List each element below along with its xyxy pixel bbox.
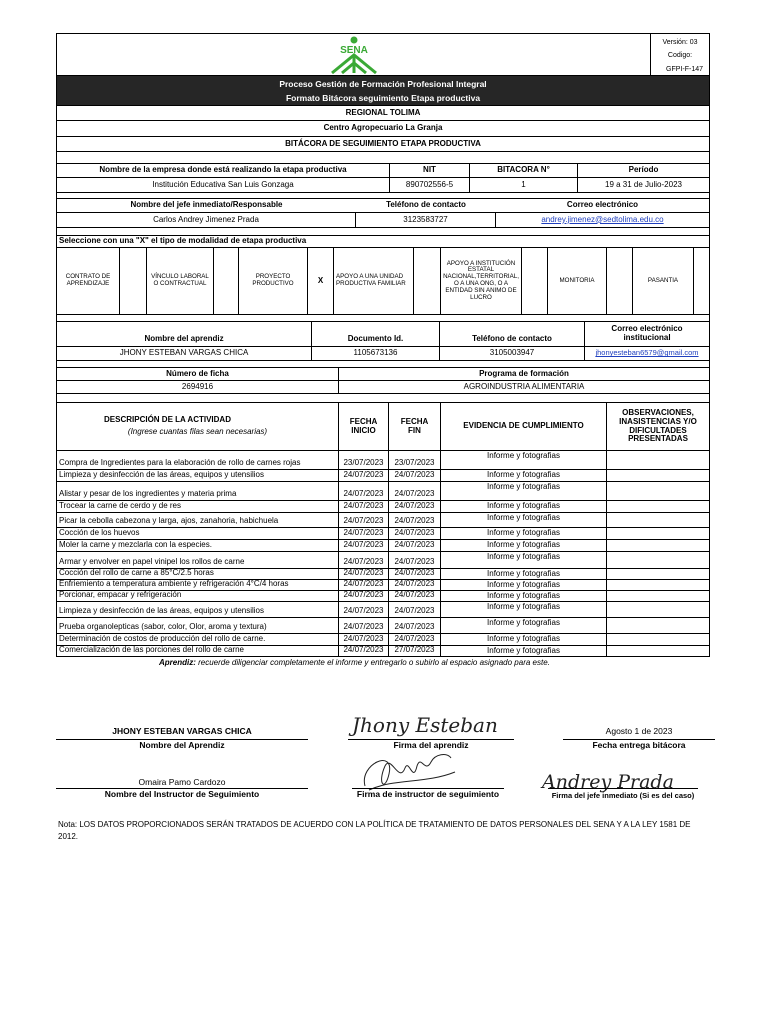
option-proyecto: PROYECTO PRODUCTIVO — [239, 248, 308, 314]
activity-obs[interactable] — [607, 602, 709, 617]
activity-start[interactable]: 24/07/2023 — [339, 470, 389, 481]
learner-doc[interactable]: 1105673136 — [312, 347, 440, 360]
activity-evidence[interactable]: Informe y fotografias — [441, 482, 607, 500]
activity-start[interactable]: 24/07/2023 — [339, 580, 389, 590]
nit-label: NIT — [390, 164, 470, 177]
instructor-name: Omaira Pamo Cardozo — [138, 777, 226, 787]
learner-sig-label: Firma del aprendiz — [393, 740, 469, 750]
ficha-header-row — [56, 368, 710, 381]
activity-row — [56, 513, 710, 528]
activity-obs[interactable] — [607, 451, 709, 469]
center-row — [56, 121, 710, 137]
activity-start[interactable]: 24/07/2023 — [339, 569, 389, 579]
activity-desc[interactable]: Porcionar, empacar y refrigeración — [57, 591, 339, 601]
activity-row — [56, 552, 710, 569]
activity-end[interactable]: 24/07/2023 — [389, 513, 441, 527]
boss-name[interactable]: Carlos Andrey Jimenez Prada — [57, 213, 356, 227]
instructor-label: Nombre del Instructor de Seguimiento — [104, 789, 260, 799]
nit-value[interactable]: 890702556-5 — [390, 178, 470, 192]
code-value: GFPI-F-147 — [666, 66, 703, 73]
option-institucion: APOYO A INSTITUCIÓN ESTATAL NACIONAL,TERRITORIAL, O A UNA ONG, O A ENTIDAD SIN ANIMO DE LUCRO — [441, 248, 522, 314]
activity-desc[interactable]: Determinación de costos de producción del rollo de carne. — [57, 634, 339, 645]
activity-evidence[interactable]: Informe y fotografias — [441, 552, 607, 568]
activity-obs[interactable] — [607, 634, 709, 645]
learner-sign-name: JHONY ESTEBAN VARGAS CHICA — [112, 726, 252, 736]
learner-value-row — [56, 347, 710, 361]
learner-doc-label: Documento Id. — [312, 322, 440, 346]
boss-email-link[interactable]: andrey.jimenez@sedtolima.edu.co — [541, 214, 664, 224]
activity-desc[interactable]: Moler la carne y mezclarla con la especies. — [57, 540, 339, 551]
learner-email-label: Correo electrónico institucional — [611, 324, 683, 342]
delivery-label: Fecha entrega bitácora — [592, 740, 686, 750]
learner-signature-text: Jhony Esteban — [352, 713, 498, 737]
learner-email-link[interactable]: jhonyesteban6579@gmail.com — [595, 348, 699, 358]
activity-row — [56, 540, 710, 552]
activity-row — [56, 618, 710, 634]
activity-evidence[interactable]: Informe y fotografias — [441, 451, 607, 469]
activity-desc[interactable]: Comercialización de las porciones del rollo de carne — [57, 646, 339, 656]
activity-evidence[interactable]: Informe y fotografias — [441, 470, 607, 481]
activity-end[interactable]: 24/07/2023 — [389, 602, 441, 617]
activity-end[interactable]: 24/07/2023 — [389, 569, 441, 579]
program-label: Programa de formación — [479, 368, 569, 378]
ficha-value-row — [56, 381, 710, 394]
mark-institucion[interactable] — [522, 248, 548, 314]
mark-unidad-familiar[interactable] — [414, 248, 441, 314]
activity-end[interactable]: 24/07/2023 — [389, 501, 441, 512]
ficha-value[interactable]: 2694916 — [57, 381, 339, 393]
activity-end[interactable]: 24/07/2023 — [389, 618, 441, 633]
activity-evidence[interactable]: Informe y fotografias — [441, 591, 607, 601]
learner-header-row — [56, 322, 710, 347]
activity-start[interactable]: 24/07/2023 — [339, 646, 389, 656]
center: Centro Agropecuario La Granja — [323, 123, 443, 133]
start-header: FECHA INICIO — [339, 403, 389, 450]
activity-desc[interactable]: Alistar y pesar de los ingredientes y materia prima — [57, 482, 339, 500]
company-name[interactable]: Institución Educativa San Luis Gonzaga — [57, 178, 390, 192]
reminder-bold: Aprendiz: — [159, 658, 196, 667]
end-header: FECHA FIN — [389, 403, 441, 450]
boss-phone[interactable]: 3123583727 — [356, 213, 496, 227]
activity-end[interactable]: 27/07/2023 — [389, 646, 441, 656]
activity-desc[interactable]: Picar la cebolla cabezona y larga, ajos, zanahoria, habichuela — [57, 513, 339, 527]
activity-evidence[interactable]: Informe y fotografias — [441, 646, 607, 656]
obs-header: OBSERVACIONES, INASISTENCIAS Y/O DIFICULTADES PRESENTADAS — [619, 407, 697, 444]
activity-start[interactable]: 24/07/2023 — [339, 513, 389, 527]
activity-end[interactable]: 24/07/2023 — [389, 552, 441, 568]
mark-monitoria[interactable] — [607, 248, 633, 314]
sena-logo-icon — [324, 35, 384, 75]
activity-obs[interactable] — [607, 501, 709, 512]
activity-end[interactable]: 24/07/2023 — [389, 580, 441, 590]
activity-row — [56, 501, 710, 513]
activity-obs[interactable] — [607, 482, 709, 500]
activity-desc[interactable]: Trocear la carne de cerdo y de res — [57, 501, 339, 512]
modality-instruction-row — [56, 236, 710, 248]
activity-start[interactable]: 24/07/2023 — [339, 528, 389, 539]
activity-end[interactable]: 24/07/2023 — [389, 482, 441, 500]
delivery-date: Agosto 1 de 2023 — [605, 726, 673, 736]
boss-signature-text: Andrey Prada — [542, 771, 674, 793]
doc-title: BITÁCORA DE SEGUIMIENTO ETAPA PRODUCTIVA — [285, 138, 481, 148]
mark-proyecto[interactable]: X — [308, 248, 334, 314]
activity-obs[interactable] — [607, 540, 709, 551]
activity-obs[interactable] — [607, 552, 709, 568]
activity-evidence[interactable]: Informe y fotografias — [441, 602, 607, 617]
activity-start[interactable]: 24/07/2023 — [339, 501, 389, 512]
modality-options-row — [56, 248, 710, 315]
activity-row — [56, 591, 710, 602]
privacy-note: Nota: LOS DATOS PROPORCIONADOS SERÁN TRATADOS DE ACUERDO CON LA POLÍTICA DE TRATAMIENTO DE DATOS PERSONALES DEL SENA Y A LA LEY 1581 DE 2012. — [58, 820, 691, 842]
mark-contrato[interactable] — [120, 248, 147, 314]
activity-desc[interactable]: Armar y envolver en papel vinipel los rollos de carne — [57, 552, 339, 568]
ficha-label: Número de ficha — [57, 368, 339, 380]
spacer-row — [56, 315, 710, 322]
activity-start[interactable]: 24/07/2023 — [339, 634, 389, 645]
desc-header-title: DESCRIPCIÓN DE LA ACTIVIDAD — [104, 415, 231, 425]
activity-evidence[interactable]: Informe y fotografias — [441, 618, 607, 633]
activity-desc[interactable]: Limpieza y desinfección de las áreas, equipos y utensilios — [57, 470, 339, 481]
company-header-row — [56, 164, 710, 178]
activity-obs[interactable] — [607, 470, 709, 481]
activity-end[interactable]: 24/07/2023 — [389, 634, 441, 645]
learner-signature — [348, 706, 518, 742]
spacer-row — [56, 394, 710, 403]
activity-rows — [56, 451, 710, 657]
sena-logo — [57, 34, 651, 75]
option-contrato: CONTRATO DE APRENDIZAJE — [57, 248, 120, 314]
activity-desc[interactable]: Prueba organolepticas (sabor, color, Olor, aroma y textura) — [57, 618, 339, 633]
header-logo-row — [56, 33, 710, 76]
regional-row — [56, 106, 710, 121]
program-value[interactable]: AGROINDUSTRIA ALIMENTARIA — [463, 381, 585, 391]
activity-desc[interactable]: Enfriemiento a temperatura ambiente y refrigeración 4°C/4 horas — [57, 580, 339, 590]
regional: REGIONAL TOLIMA — [345, 107, 421, 117]
activity-obs[interactable] — [607, 569, 709, 579]
activity-desc[interactable]: Cocción del rollo de carne a 85°C/2.5 horas — [57, 569, 339, 579]
boss-sig-line — [548, 788, 698, 789]
reminder-text: recuerde diligenciar completamente el informe y entregarlo o subirlo al espacio asignado para este. — [195, 658, 550, 667]
modality-instruction: Seleccione con una "X" el tipo de modalidad de etapa productiva — [59, 236, 307, 246]
activity-evidence[interactable]: Informe y fotografias — [441, 634, 607, 645]
activity-row — [56, 528, 710, 540]
code-label: Codigo: — [667, 51, 693, 59]
boss-email-label: Correo electrónico — [566, 200, 639, 210]
boss-value-row — [56, 213, 710, 228]
activity-end[interactable]: 24/07/2023 — [389, 540, 441, 551]
activity-end[interactable]: 24/07/2023 — [389, 591, 441, 601]
activity-obs[interactable] — [607, 513, 709, 527]
activity-desc[interactable]: Cocción de los huevos — [57, 528, 339, 539]
option-vinculo: VÍNCULO LABORAL O CONTRACTUAL — [147, 248, 214, 314]
logbook-form — [56, 33, 710, 671]
mark-pasantia[interactable] — [694, 248, 709, 314]
activity-obs[interactable] — [607, 591, 709, 601]
desc-header-note: (Ingrese cuantas filas sean necesarias) — [127, 427, 268, 436]
activity-row — [56, 451, 710, 470]
activity-end[interactable]: 24/07/2023 — [389, 528, 441, 539]
period-value[interactable]: 19 a 31 de Julio-2023 — [605, 179, 682, 189]
activity-evidence[interactable]: Informe y fotografias — [441, 513, 607, 527]
activity-row — [56, 634, 710, 646]
boss-name-label: Nombre del jefe inmediato/Responsable — [130, 200, 283, 210]
activity-start[interactable]: 24/07/2023 — [339, 552, 389, 568]
boss-phone-label: Teléfono de contacto — [386, 200, 466, 210]
spacer-row — [56, 361, 710, 368]
mark-vinculo[interactable] — [214, 248, 239, 314]
learner-name-label-foot: Nombre del Aprendiz — [139, 740, 225, 750]
activity-evidence[interactable]: Informe y fotografias — [441, 580, 607, 590]
version-text: Versión: 03 — [662, 39, 698, 46]
option-pasantia: PASANTIA — [633, 248, 694, 314]
activity-start[interactable]: 24/07/2023 — [339, 482, 389, 500]
learner-phone-label: Teléfono de contacto — [440, 322, 585, 346]
activity-start[interactable]: 24/07/2023 — [339, 591, 389, 601]
activity-obs[interactable] — [607, 646, 709, 656]
desc-header — [57, 403, 339, 450]
spacer-row — [56, 152, 710, 164]
activity-evidence[interactable]: Informe y fotografias — [441, 540, 607, 551]
activity-obs[interactable] — [607, 618, 709, 633]
activity-row — [56, 602, 710, 618]
activity-desc[interactable]: Compra de Ingredientes para la elaboración de rollo de carnes rojas — [57, 451, 339, 469]
activity-start[interactable]: 24/07/2023 — [339, 540, 389, 551]
company-name-label: Nombre de la empresa donde está realizando la etapa productiva — [57, 164, 390, 177]
learner-name-label: Nombre del aprendiz — [57, 322, 312, 346]
activity-start[interactable]: 24/07/2023 — [339, 618, 389, 633]
boss-sig-label: Firma del jefe inmediato (Si es del caso) — [551, 791, 695, 800]
spacer-row — [56, 228, 710, 236]
boss-header-row — [56, 199, 710, 213]
option-unidad-familiar: APOYO A UNA UNIDAD PRODUCTIVA FAMILIAR — [334, 248, 414, 314]
process-bar — [56, 66, 710, 106]
bitacora-label: BITACORA N° — [470, 164, 578, 177]
bitacora-value[interactable]: 1 — [470, 178, 578, 192]
process-title: Proceso Gestión de Formación Profesional Integral — [279, 78, 487, 89]
activity-end[interactable]: 23/07/2023 — [389, 451, 441, 469]
boss-signature — [540, 756, 710, 796]
learner-phone[interactable]: 3105003947 — [440, 347, 585, 360]
period-label: Período — [628, 165, 659, 175]
activity-end[interactable]: 24/07/2023 — [389, 470, 441, 481]
activity-obs[interactable] — [607, 580, 709, 590]
activity-evidence[interactable]: Informe y fotografias — [441, 569, 607, 579]
doc-title-row — [56, 137, 710, 152]
activity-row — [56, 646, 710, 657]
activity-row — [56, 470, 710, 482]
logo-text: SENA — [339, 44, 368, 56]
activities-header-row — [56, 403, 710, 451]
learner-name[interactable]: JHONY ESTEBAN VARGAS CHICA — [57, 347, 312, 360]
activity-obs[interactable] — [607, 528, 709, 539]
option-monitoria: MONITORIA — [548, 248, 607, 314]
reminder-row — [56, 657, 710, 671]
company-value-row — [56, 178, 710, 193]
activity-start[interactable]: 23/07/2023 — [339, 451, 389, 469]
activity-evidence[interactable]: Informe y fotografias — [441, 501, 607, 512]
activity-desc[interactable]: Limpieza y desinfección de las áreas, equipos y utensilios — [57, 602, 339, 617]
activity-evidence[interactable]: Informe y fotografias — [441, 528, 607, 539]
activity-start[interactable]: 24/07/2023 — [339, 602, 389, 617]
activity-row — [56, 482, 710, 501]
instructor-sig-label: Firma de instructor de seguimiento — [356, 789, 500, 799]
format-title: Formato Bitácora seguimiento Etapa productiva — [285, 92, 481, 103]
evidence-header: EVIDENCIA DE CUMPLIMIENTO — [441, 403, 607, 450]
